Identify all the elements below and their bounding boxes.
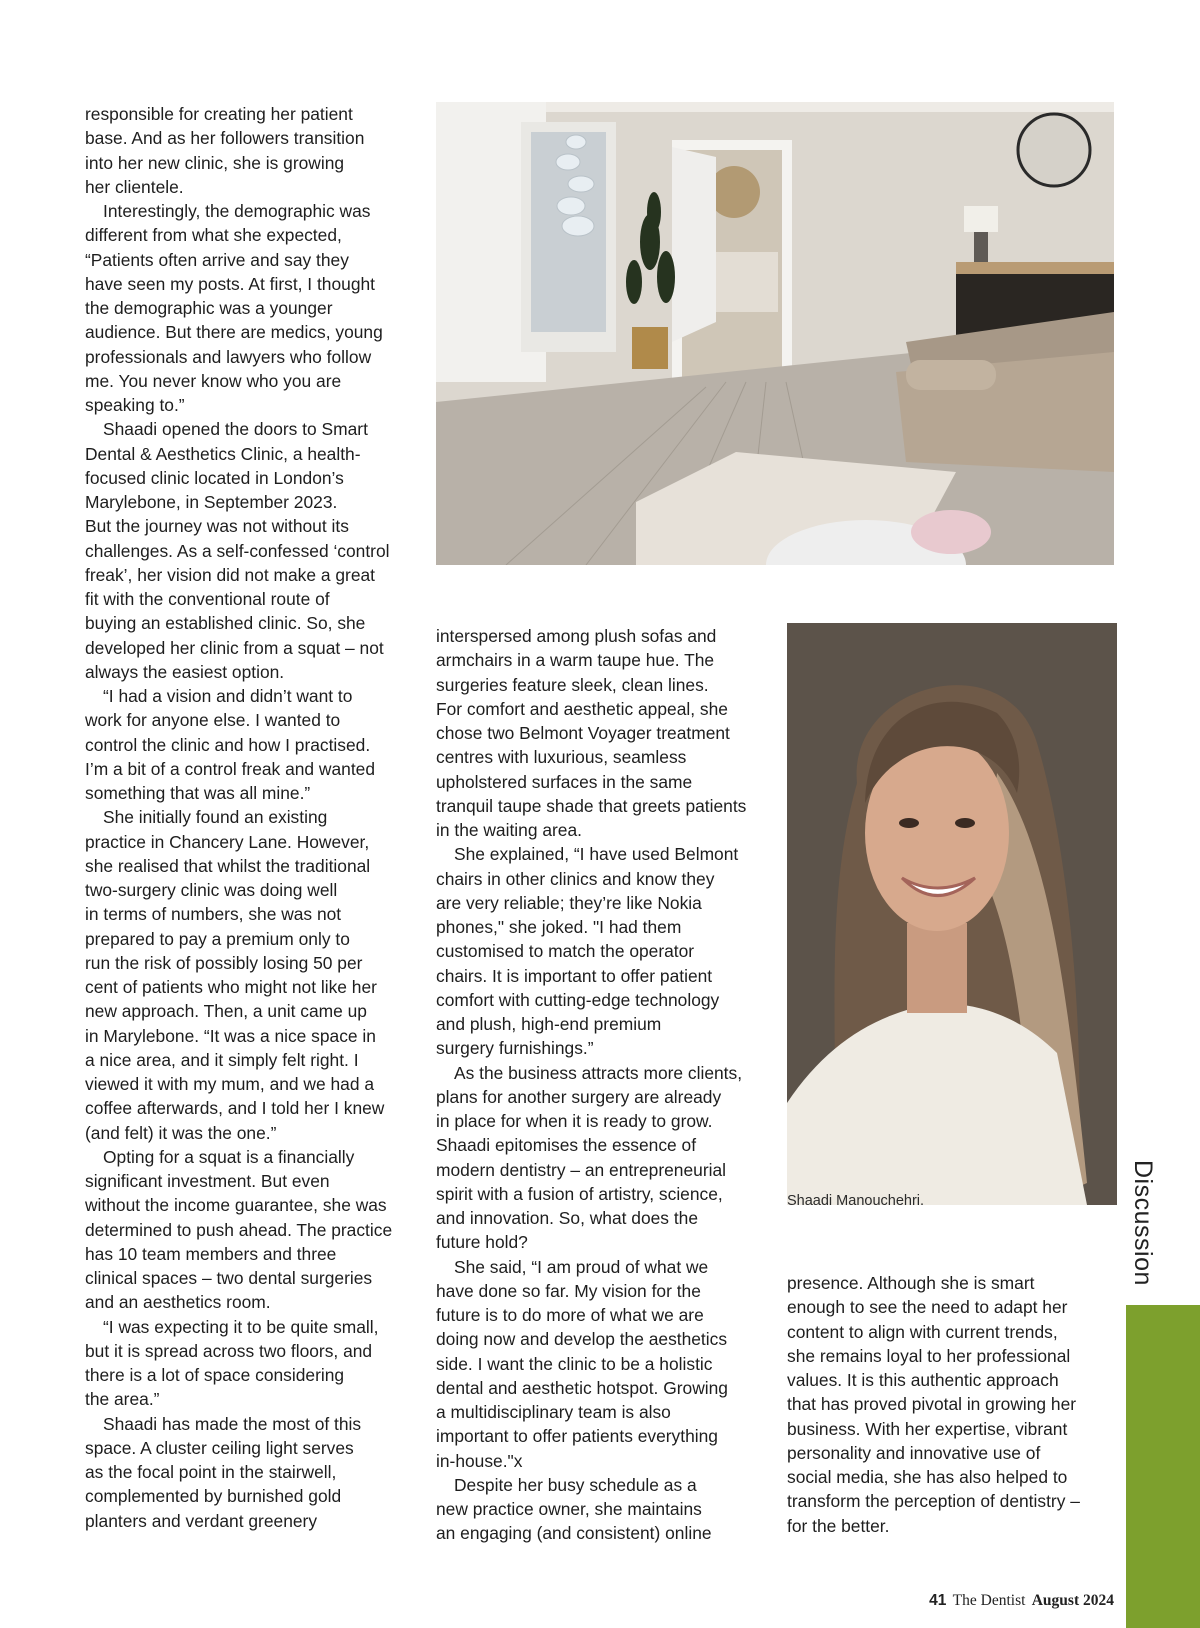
paragraph: Shaadi has made the most of this space. A cluster ceiling light serves as the focal point in the stairwell, complemented by burnished gold planters and verdant greenery xyxy=(85,1413,362,1531)
paragraph: “I had a vision and didn’t want to work for anyone else. I wanted to control the clinic and how I practised. I’m a bit of a control freak and wanted something that was all mine.” xyxy=(85,686,376,803)
paragraph: She initially found an existing practice in Chancery Lane. However, she realised that whilst the traditional two-surgery clinic was doing well in terms of numbers, she was not prepared to pay a premium only to run the risk of possibly losing 50 per cent of patients who might not like her new approach. Then, a unit came up in Marylebone. “It was a nice space in a nice area, and it simply felt right. I viewed it with my mum, and we had a coffee afterwards, and I told her I knew (and felt) it was the one.” xyxy=(85,807,385,1143)
page-number: 41 xyxy=(929,1592,947,1609)
paragraph: interspersed among plush sofas and armchairs in a warm taupe hue. The surgeries feature sleek, clean lines. For comfort and aesthetic appeal, she chose two Belmont Voyager treatment centres with luxurious, seamless upholstered surfaces in the same tranquil taupe shade that greets patients in the waiting area. xyxy=(436,626,747,840)
paragraph: “I was expecting it to be quite small, but it is spread across two floors, and there is a lot of space considering the area.” xyxy=(85,1316,379,1410)
paragraph: Interestingly, the demographic was different from what she expected, “Patients often arrive and say they have seen my posts. At first, I thought the demographic was a younger audience. But there are medics, young professionals and lawyers who follow me. You never know who you are speaking to.” xyxy=(85,201,383,415)
paragraph: presence. Although she is smart enough to see the need to adapt her content to align with current trends, she remains loyal to her professional values. It is this authentic approach that has proved pivotal in growing her business. With her expertise, vibrant personality and innovative use of social media, she has also helped to transform the perception of dentistry – for the better. xyxy=(787,1273,1080,1536)
paragraph: She explained, “I have used Belmont chairs in other clinics and know they are very reliable; they’re like Nokia phones," she joked. "I had them customised to match the operator chairs. It is important to offer patient comfort with cutting-edge technology and plush, high-end premium surgery furnishings.” xyxy=(436,844,739,1059)
clinic-interior-photo xyxy=(436,102,1114,565)
section-label xyxy=(1128,1160,1178,1300)
article-column-2 xyxy=(436,624,766,1546)
paragraph: As the business attracts more clients, plans for another surgery are already in place for when it is ready to grow. Shaadi epitomises the essence of modern dentistry – an entrepreneurial spirit with a fusion of artistry, science, and innovation. So, what does the future hold? xyxy=(436,1062,743,1253)
issue-date: August 2024 xyxy=(1031,1592,1114,1609)
section-color-tab xyxy=(1126,1305,1200,1628)
paragraph: responsible for creating her patient base. And as her followers transition into her new clinic, she is growing her clientele. xyxy=(85,104,365,197)
portrait-photo xyxy=(787,623,1117,1205)
paragraph: Shaadi opened the doors to Smart Dental & Aesthetics Clinic, a health- focused clinic located in London’s Marylebone, in September 2023. But the journey was not without its challenges. As a self-confessed ‘control freak’, her vision did not make a great fit with the conventional route of buying an established clinic. So, she developed her clinic from a squat – not always the easiest option. xyxy=(85,419,390,682)
article-column-1 xyxy=(85,102,420,1533)
photo-caption: Shaadi Manouchehri. xyxy=(787,1193,925,1209)
paragraph: Opting for a squat is a financially significant investment. But even without the income guarantee, she was determined to push ahead. The practice has 10 team members and three clinical spaces – two dental surgeries and an aesthetics room. xyxy=(85,1146,393,1313)
paragraph: Despite her busy schedule as a new practice owner, she maintains an engaging (and consistent) online xyxy=(436,1474,712,1544)
article-column-3 xyxy=(787,1271,1117,1538)
magazine-name: The Dentist xyxy=(952,1592,1026,1609)
section-label-text: Discussion xyxy=(1129,1160,1157,1286)
paragraph: She said, “I am proud of what we have done so far. My vision for the future is to do more of what we are doing now and develop the aesthetics side. I want the clinic to be a holistic dental and aesthetic hotspot. Growing a multidisciplinary team is also important to offer patients everything in-house."x xyxy=(436,1256,728,1471)
page-footer xyxy=(929,1592,1114,1610)
